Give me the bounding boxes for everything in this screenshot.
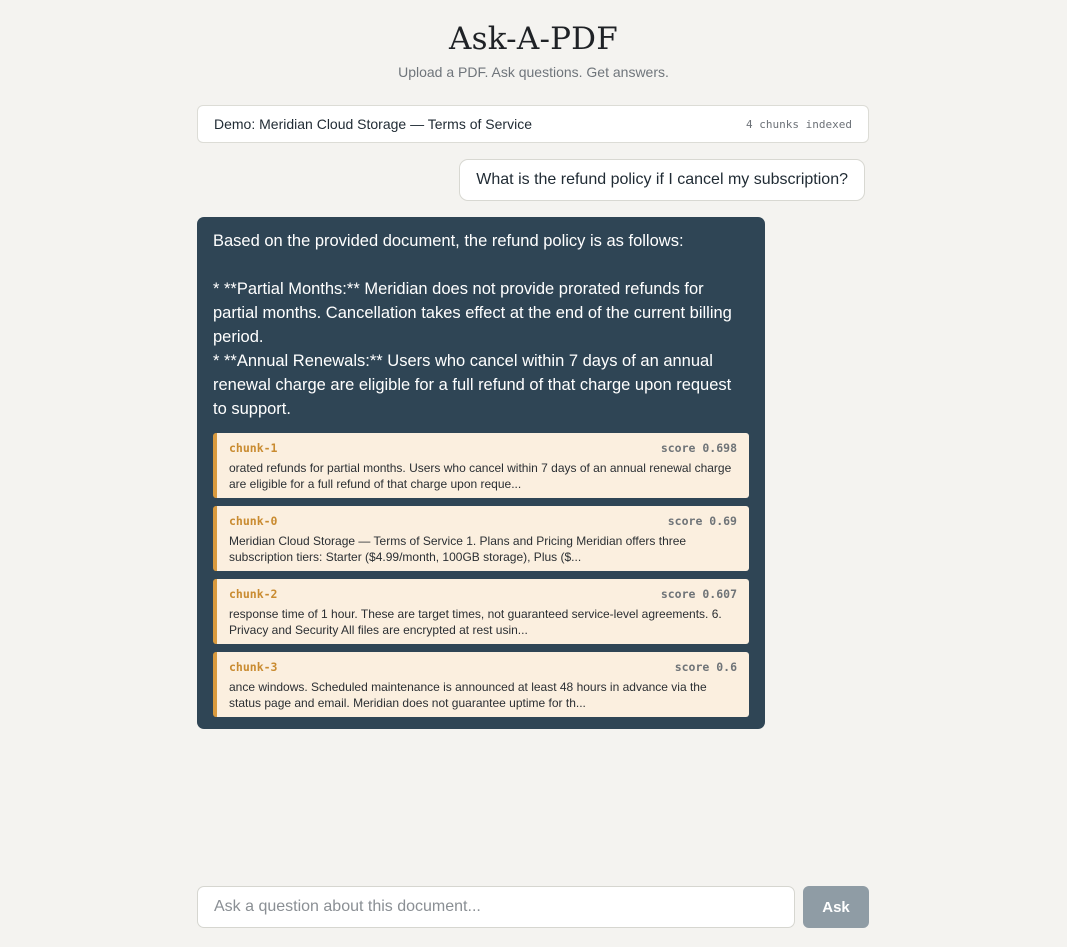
document-bar xyxy=(197,105,869,143)
source-chunk-id: chunk-1 xyxy=(229,441,278,455)
source-chunk-text: Meridian Cloud Storage — Terms of Service 1. Plans and Pricing Meridian offers three subscription tiers: Starter ($4.99/month, 100GB storage), Plus ($... xyxy=(229,534,687,564)
source-chunk-score: score 0.607 xyxy=(660,587,737,601)
source-chunk-text: response time of 1 hour. These are target times, not guaranteed service-level agreements. 6. Privacy and Security All files are encrypted at rest usin... xyxy=(229,607,722,637)
source-chunk-id: chunk-3 xyxy=(229,660,278,674)
source-chunk-header xyxy=(229,513,737,529)
question-input[interactable] xyxy=(197,886,795,928)
source-chunk-id: chunk-2 xyxy=(229,587,278,601)
source-chunk-text: orated refunds for partial months. Users who cancel within 7 days of an annual renewal charge are eligible for a full refund of that charge upon reque... xyxy=(229,461,732,491)
assistant-answer-text: Based on the provided document, the refund policy is as follows: * **Partial Months:** Meridian does not provide prorated refunds for partial months. Cancellation takes effect at the end of the current billing period. * **Annual Renewals:** Users who cancel within 7 days of an annual renewal charge are eligible for a full refund of that charge upon request to support. xyxy=(213,232,732,418)
question-composer xyxy=(197,886,869,928)
source-chunk-text: ance windows. Scheduled maintenance is announced at least 48 hours in advance via the status page and email. Meridian does not guarantee uptime for th... xyxy=(229,680,707,710)
user-message: What is the refund policy if I cancel my subscription? xyxy=(459,159,865,201)
source-chunk-list xyxy=(213,433,749,717)
ask-button[interactable]: Ask xyxy=(803,886,869,928)
header xyxy=(0,20,1067,81)
assistant-message xyxy=(197,217,765,729)
app-subtitle: Upload a PDF. Ask questions. Get answers. xyxy=(398,64,669,80)
source-chunk-score: score 0.6 xyxy=(674,660,737,674)
source-chunk-header xyxy=(229,440,737,456)
source-chunk xyxy=(213,506,749,571)
source-chunk-score: score 0.698 xyxy=(660,441,737,455)
source-chunk-header xyxy=(229,586,737,602)
document-name: Demo: Meridian Cloud Storage — Terms of Service xyxy=(214,116,532,132)
source-chunk-score: score 0.69 xyxy=(667,514,737,528)
source-chunk-id: chunk-0 xyxy=(229,514,278,528)
source-chunk xyxy=(213,652,749,717)
source-chunk xyxy=(213,433,749,498)
source-chunk xyxy=(213,579,749,644)
app-title: Ask-A-PDF xyxy=(449,21,618,57)
chunk-count-badge: 4 chunks indexed xyxy=(746,117,852,131)
source-chunk-header xyxy=(229,659,737,675)
